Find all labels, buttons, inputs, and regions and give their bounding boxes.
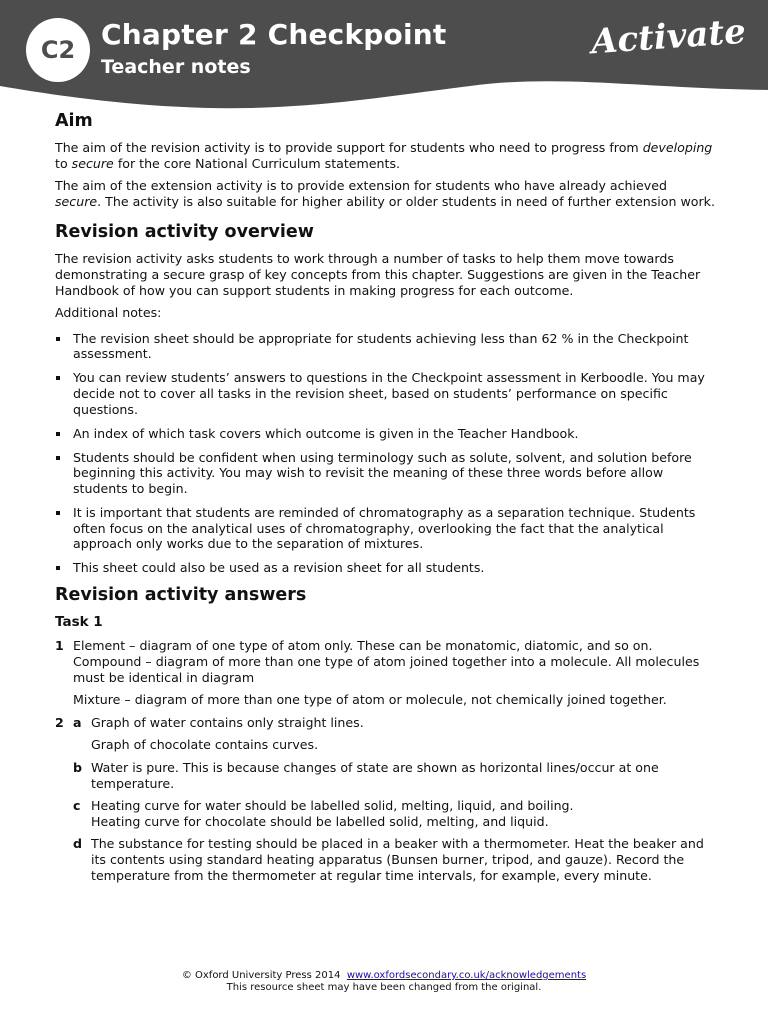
page-title: Chapter 2 Checkpoint bbox=[101, 18, 447, 51]
part-d-answer: The substance for testing should be placed in a beaker with a thermometer. Heat the beaker and its contents using standard heating apparatus (Bunsen burner, tripod, and gauze). Record the temperature from the thermometer at regular time intervals, for example, every minute. bbox=[91, 836, 704, 883]
question-2c bbox=[55, 798, 715, 829]
list-item: An index of which task covers which outcome is given in the Teacher Handbook. bbox=[55, 426, 715, 442]
chapter-badge: C2 bbox=[26, 18, 90, 82]
part-a-answer: Graph of water contains only straight lines. bbox=[91, 714, 364, 730]
list-item: Students should be confident when using terminology such as solute, solvent, and solution before beginning this activity. You may wish to revisit the meaning of these three words before allow students to begin. bbox=[55, 450, 715, 497]
part-c-line: Heating curve for water should be labelled solid, melting, liquid, and boiling. bbox=[91, 798, 574, 814]
question-number: 2 bbox=[55, 714, 64, 730]
spacer bbox=[55, 760, 73, 791]
page-footer bbox=[0, 970, 768, 994]
page-subtitle: Teacher notes bbox=[101, 56, 251, 78]
footer-note: This resource sheet may have been changed from the original. bbox=[226, 982, 542, 993]
aim-emphasis: secure bbox=[55, 193, 98, 209]
footer-line-1 bbox=[0, 970, 768, 982]
part-letter: c bbox=[73, 798, 81, 814]
spacer bbox=[55, 836, 73, 883]
aim-emphasis: developing bbox=[642, 140, 713, 155]
spacer bbox=[55, 798, 73, 829]
copyright-text: © Oxford University Press 2014 bbox=[181, 970, 341, 981]
question-2b bbox=[55, 760, 715, 791]
answers-heading: Revision activity answers bbox=[55, 585, 307, 606]
question-1-mixture: Mixture – diagram of more than one type of atom or molecule, not chemically joined together. bbox=[73, 692, 667, 708]
overview-section bbox=[55, 221, 715, 576]
part-b-answer: Water is pure. This is because changes of state are shown as horizontal lines/occur at one temperature. bbox=[91, 760, 659, 791]
question-2d bbox=[55, 836, 715, 883]
aim-text: for the core National Curriculum statements. bbox=[113, 155, 401, 171]
part-a-answer-2: Graph of chocolate contains curves. bbox=[91, 737, 319, 753]
part-letter: b bbox=[73, 760, 83, 776]
aim-text: to bbox=[55, 155, 72, 171]
part-c-line: Heating curve for chocolate should be labelled solid, melting, and liquid. bbox=[91, 813, 549, 829]
question-1-answer: Element – diagram of one type of atom only. These can be monatomic, diatomic, and so on. Compound – diagram of more than one type of atom joined together into a molecule. All molecules must be identical in diagram bbox=[73, 638, 700, 685]
question-2a bbox=[55, 715, 715, 731]
list-item: You can review students’ answers to questions in the Checkpoint assessment in Kerboodle. You may decide not to cover all tasks in the revision sheet, based on students’ performance on specific questions. bbox=[55, 370, 715, 417]
question-1 bbox=[55, 638, 715, 685]
additional-notes-label: Additional notes: bbox=[55, 305, 162, 321]
list-item: The revision sheet should be appropriate for students achieving less than 62 % in the Checkpoint assessment. bbox=[55, 331, 715, 362]
aim-text: The aim of the revision activity is to provide support for students who need to progress from bbox=[55, 140, 643, 155]
question-number: 1 bbox=[55, 638, 64, 654]
overview-intro: The revision activity asks students to work through a number of tasks to help them move towards demonstrating a secure grasp of key concepts from this chapter. Suggestions are given in the Teacher Handbook of how you can support students in making progress for each outcome. bbox=[55, 251, 701, 298]
aim-paragraph-2 bbox=[55, 178, 715, 209]
aim-text: The aim of the extension activity is to provide extension for students who have already achieved bbox=[55, 178, 667, 194]
page-header bbox=[0, 0, 768, 115]
aim-paragraph-1 bbox=[55, 140, 715, 171]
list-item: It is important that students are reminded of chromatography as a separation technique. Students often focus on the analytical uses of chromatography, overlooking the fact that the analytical approach only works due to the separation of mixtures. bbox=[55, 505, 715, 552]
overview-heading: Revision activity overview bbox=[55, 222, 314, 243]
aim-text: . The activity is also suitable for higher ability or older students in need of further extension work. bbox=[97, 193, 715, 209]
acknowledgements-link[interactable]: www.oxfordsecondary.co.uk/acknowledgements bbox=[346, 970, 587, 981]
task-1-heading: Task 1 bbox=[55, 614, 103, 631]
answers-section bbox=[55, 584, 715, 883]
aim-section bbox=[55, 110, 715, 209]
aim-heading: Aim bbox=[55, 111, 93, 131]
list-item: This sheet could also be used as a revision sheet for all students. bbox=[55, 560, 715, 576]
aim-emphasis: secure bbox=[71, 155, 114, 171]
notes-list bbox=[55, 331, 715, 576]
part-letter: d bbox=[73, 836, 83, 852]
part-letter: a bbox=[73, 714, 82, 730]
brand-logo: Activate bbox=[589, 11, 748, 63]
main-content bbox=[55, 110, 715, 890]
part-c-answer bbox=[91, 798, 574, 829]
